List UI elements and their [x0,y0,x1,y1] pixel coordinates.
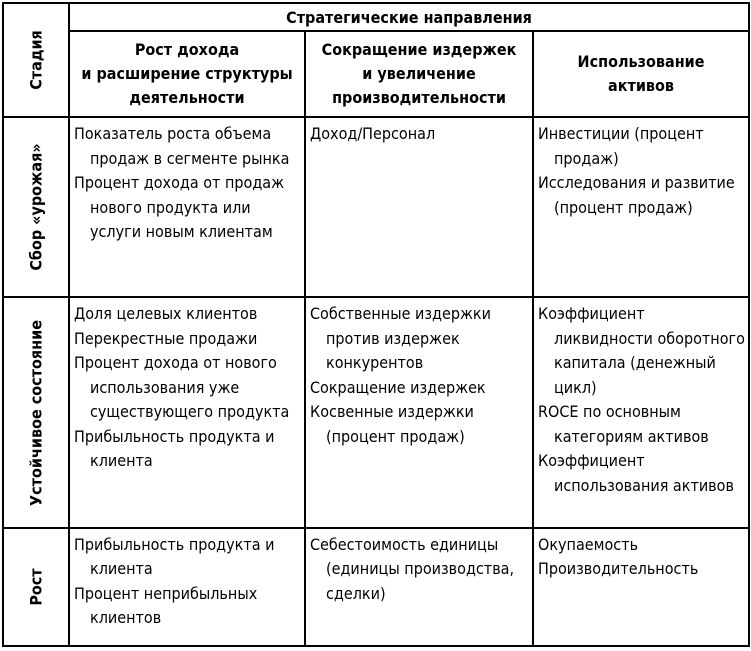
column-header-cost-reduction [305,31,533,117]
metric-cell [533,528,749,646]
metric-item: Косвенные издержки (процент продаж) [310,402,474,446]
metric-item: Доход/Персонал [310,124,436,144]
stage-cell [3,528,69,646]
metric-item: Инвестиции (процент продаж) [538,124,704,168]
stage-row-harvest [3,117,749,297]
stage-row-sustain [3,297,749,527]
metric-item: Производительность [538,559,699,579]
metric-item: Сокращение издержек [310,377,486,397]
metric-cell [533,117,749,297]
metric-item: Окупаемость [538,534,639,554]
column-header-revenue-growth [69,31,305,117]
metric-item: ROCE по основным категориям активов [538,402,709,446]
column-header-asset-utilization [533,31,749,117]
metric-item: Прибыльность продукта и клиента [74,426,275,471]
metric-cell [305,117,533,297]
metric-cell [305,528,533,646]
stage-header-cell [3,3,69,117]
metric-item: Коэффициент ликвидности оборотного капитала (денежный цикл) [538,304,745,397]
metric-item: Собственные издержки против издержек конкурентов [310,304,491,373]
metric-cell [533,297,749,527]
metric-item: Прибыльность продукта и клиента [74,534,275,579]
stage-row-growth [3,528,749,646]
metric-item: Показатель роста объема продаж в сегменте рынка [74,124,290,168]
metric-item: Исследования и развитие (процент продаж) [538,173,735,217]
strategic-directions-title: Стратегические направления [69,3,749,31]
metric-item: Перекрестные продажи [74,328,258,348]
stage-label: Устойчивое состояние [26,319,46,506]
metric-item: Коэффициент использования активов [538,451,734,495]
metric-item: Процент дохода от нового использования уже существующего продукта [74,353,290,422]
stage-label: Сбор «урожая» [26,143,46,271]
stage-cell [3,297,69,527]
stage-label: Рост [26,568,46,606]
metric-cell [69,297,305,527]
metric-item: Доля целевых клиентов [74,304,258,324]
stage-header-label: Стадия [26,30,46,90]
metric-cell [69,117,305,297]
metric-item: Процент дохода от продаж нового продукта или услуги новым клиентам [74,173,285,242]
strategy-table [2,2,750,647]
metric-item: Процент неприбыльных клиентов [74,583,258,628]
stage-cell [3,117,69,297]
column-header-label: Использование активов [577,52,705,96]
metric-cell [305,297,533,527]
metric-item: Себестоимость единицы (единицы производства, сделки) [310,534,515,603]
column-header-label: Сокращение издержек и увеличение производительности [321,40,517,108]
column-header-label: Рост дохода и расширение структуры деятельности [81,40,293,108]
metric-cell [69,528,305,646]
